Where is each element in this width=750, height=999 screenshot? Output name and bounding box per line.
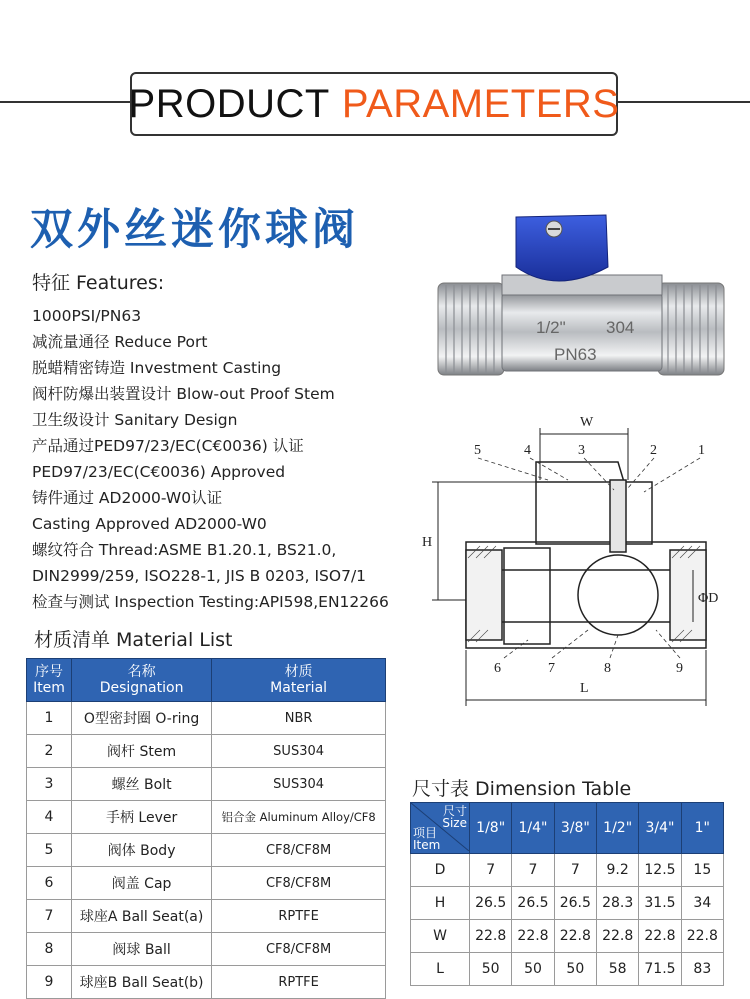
corner-item-en: Item [413, 838, 441, 852]
feature-line: Casting Approved AD2000-W0 [32, 515, 267, 533]
cell-value: 12.5 [639, 854, 681, 887]
features-heading: 特征 Features: [32, 272, 165, 294]
material-table [26, 658, 386, 999]
callout-6: 6 [494, 661, 501, 676]
row-item: 2 [27, 735, 72, 768]
callout-8: 8 [604, 661, 611, 676]
row-material: CF8/CF8M [212, 867, 386, 900]
header-item-cn: 序号 [35, 664, 63, 680]
cell-value: 22.8 [596, 920, 638, 953]
header-material-cn: 材质 [284, 664, 313, 680]
row-designation: 阀体 Body [72, 834, 212, 867]
cell-value: 22.8 [470, 920, 512, 953]
corner-size-en: Size [442, 816, 467, 830]
callout-5: 5 [474, 443, 481, 458]
features-list [32, 268, 389, 615]
table-row [27, 900, 386, 933]
table-row [411, 854, 724, 887]
feature-line: 铸件通过 AD2000-W0认证 [32, 489, 223, 507]
feature-line: PED97/23/EC(C€0036) Approved [32, 463, 286, 481]
header-material [212, 659, 386, 702]
header-word-parameters: PARAMETERS [341, 81, 620, 126]
table-row [27, 867, 386, 900]
cell-value: 50 [470, 953, 512, 986]
row-label: H [411, 887, 470, 920]
row-material: CF8/CF8M [212, 834, 386, 867]
callout-4: 4 [524, 443, 531, 458]
cell-value: 26.5 [512, 887, 554, 920]
row-label: L [411, 953, 470, 986]
dim-l-label: L [580, 681, 589, 696]
cell-value: 34 [681, 887, 723, 920]
row-designation: 阀盖 Cap [72, 867, 212, 900]
feature-line: 1000PSI/PN63 [32, 307, 142, 325]
size-header: 1/2" [596, 803, 638, 854]
cell-value: 50 [512, 953, 554, 986]
table-row [27, 933, 386, 966]
corner-item [413, 827, 440, 851]
size-header: 1" [681, 803, 723, 854]
row-designation: 螺丝 Bolt [72, 768, 212, 801]
callout-9: 9 [676, 661, 683, 676]
corner-item-cn: 项目 [413, 826, 438, 840]
row-material: SUS304 [212, 735, 386, 768]
cell-value: 7 [512, 854, 554, 887]
cell-value: 26.5 [554, 887, 596, 920]
table-row [27, 966, 386, 999]
feature-line: 检查与测试 Inspection Testing:API598,EN12266 [32, 593, 389, 611]
table-row [27, 735, 386, 768]
dimension-table [410, 802, 724, 986]
feature-line: DIN2999/259, ISO228-1, JIS B 0203, ISO7/1 [32, 567, 367, 585]
feature-line: 产品通过PED97/23/EC(C€0036) 认证 [32, 437, 304, 455]
dim-h-label: H [422, 535, 433, 550]
header-item [27, 659, 72, 702]
callout-3: 3 [578, 443, 585, 458]
cell-value: 31.5 [639, 887, 681, 920]
size-header: 3/8" [554, 803, 596, 854]
material-list-title: 材质清单 Material List [34, 629, 233, 651]
header-material-en: Material [270, 680, 328, 696]
feature-line: 阀杆防爆出装置设计 Blow-out Proof Stem [32, 385, 335, 403]
row-item: 1 [27, 702, 72, 735]
row-material: NBR [212, 702, 386, 735]
size-header: 3/4" [639, 803, 681, 854]
header-designation [72, 659, 212, 702]
table-row [411, 887, 724, 920]
cell-value: 26.5 [470, 887, 512, 920]
corner-size [442, 805, 467, 829]
row-item: 3 [27, 768, 72, 801]
table-row [27, 801, 386, 834]
row-label: W [411, 920, 470, 953]
row-item: 6 [27, 867, 72, 900]
row-designation: 球座B Ball Seat(b) [72, 966, 212, 999]
cell-value: 58 [596, 953, 638, 986]
row-material: RPTFE [212, 966, 386, 999]
table-row [27, 768, 386, 801]
row-item: 5 [27, 834, 72, 867]
cell-value: 7 [554, 854, 596, 887]
dimension-corner-cell [411, 803, 470, 854]
row-designation: 阀球 Ball [72, 933, 212, 966]
size-header: 1/4" [512, 803, 554, 854]
row-label: D [411, 854, 470, 887]
row-item: 9 [27, 966, 72, 999]
dim-w-label: W [580, 415, 594, 430]
row-material: CF8/CF8M [212, 933, 386, 966]
row-designation: 手柄 Lever [72, 801, 212, 834]
row-item: 8 [27, 933, 72, 966]
cell-value: 83 [681, 953, 723, 986]
cell-value: 22.8 [512, 920, 554, 953]
row-designation: 阀杆 Stem [72, 735, 212, 768]
header-word-product: PRODUCT [128, 81, 330, 126]
callout-7: 7 [548, 661, 555, 676]
table-row [27, 702, 386, 735]
header-rule-left [0, 101, 132, 103]
callout-1: 1 [698, 443, 705, 458]
header-item-en: Item [33, 680, 65, 696]
feature-line: 卫生级设计 Sanitary Design [32, 411, 238, 429]
row-designation: 球座A Ball Seat(a) [72, 900, 212, 933]
row-material: RPTFE [212, 900, 386, 933]
technical-drawing [418, 410, 748, 710]
table-row [411, 953, 724, 986]
feature-line: 脱蜡精密铸造 Investment Casting [32, 359, 282, 377]
row-material: SUS304 [212, 768, 386, 801]
section-header [130, 72, 618, 136]
valve-size-label: 1/2" [536, 318, 566, 337]
feature-line: 减流量通径 Reduce Port [32, 333, 208, 351]
cell-value: 22.8 [554, 920, 596, 953]
row-item: 4 [27, 801, 72, 834]
valve-pressure-label: PN63 [554, 345, 597, 364]
cell-value: 28.3 [596, 887, 638, 920]
header-designation-cn: 名称 [127, 664, 156, 680]
valve-photo [436, 205, 726, 405]
dimension-table-title: 尺寸表 Dimension Table [412, 778, 632, 800]
cell-value: 22.8 [639, 920, 681, 953]
cell-value: 50 [554, 953, 596, 986]
dim-d-label: ΦD [698, 591, 719, 606]
row-item: 7 [27, 900, 72, 933]
row-designation: O型密封圈 O-ring [72, 702, 212, 735]
table-row [411, 920, 724, 953]
dimension-table-header [411, 803, 724, 854]
header-designation-en: Designation [99, 680, 184, 696]
size-header: 1/8" [470, 803, 512, 854]
cell-value: 22.8 [681, 920, 723, 953]
feature-line: 螺纹符合 Thread:ASME B1.20.1, BS21.0, [32, 541, 337, 559]
header-rule-right [612, 101, 750, 103]
cell-value: 9.2 [596, 854, 638, 887]
row-material: 铝合金 Aluminum Alloy/CF8 [212, 801, 386, 834]
product-title: 双外丝迷你球阀 [30, 205, 359, 255]
cell-value: 71.5 [639, 953, 681, 986]
cell-value: 7 [470, 854, 512, 887]
cell-value: 15 [681, 854, 723, 887]
callout-2: 2 [650, 443, 657, 458]
valve-material-label: 304 [606, 318, 635, 337]
table-row [27, 834, 386, 867]
corner-size-cn: 尺寸 [442, 804, 467, 818]
material-table-header [27, 659, 386, 702]
